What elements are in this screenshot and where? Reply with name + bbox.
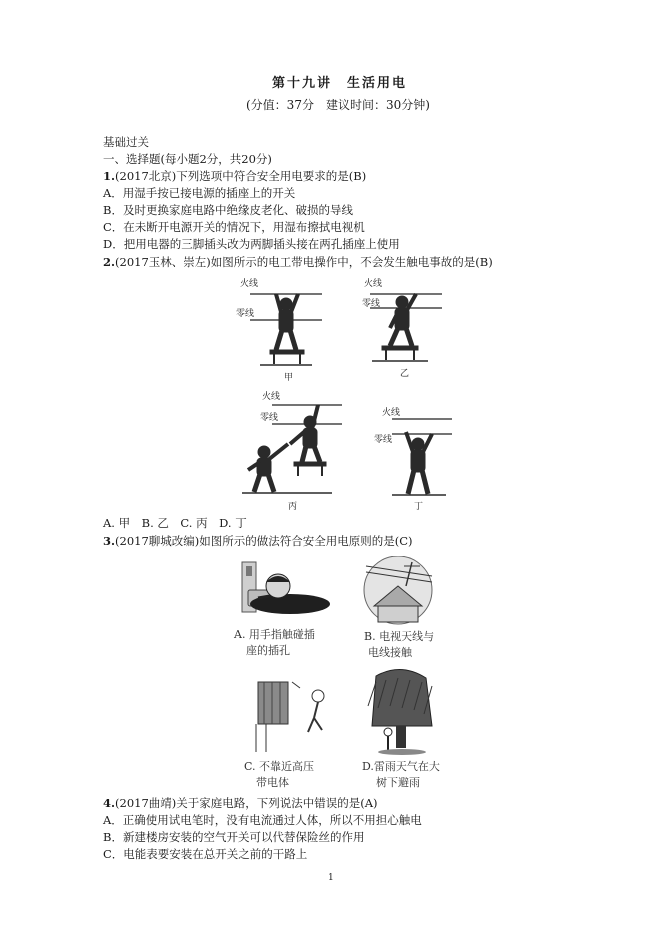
q2-answer-options: A. 甲 B. 乙 C. 丙 D. 丁 [103,516,247,530]
caption-d-line2: 树下避雨 [376,776,420,788]
electrician-figure [232,272,462,512]
question-1-stem [103,168,366,184]
safety-practices-figure [226,556,466,788]
fire-wire-label: 火线 [240,279,259,289]
question-text: (2017聊城改编)如图所示的做法符合安全用电原则的是(C) [115,534,413,548]
question-text: (2017曲靖)关于家庭电路，下列说法中错误的是(A) [115,796,378,810]
zero-wire-label: 零线 [260,413,279,423]
q1-option-c: C．在未断开电源开关的情况下，用湿布擦拭电视机 [103,220,365,234]
caption-b-line2: 电线接触 [368,646,412,659]
question-3-stem [103,533,413,549]
question-number: 2. [103,255,116,269]
caption-c-line1: C. 不靠近高压 [244,760,315,773]
q4-option-c: C．电能表要安装在总开关之前的干路上 [103,847,308,861]
panel-a-socket [242,562,330,614]
caption-a-line1: A. 用手指触碰插 [234,628,315,641]
score-time-info: (分值：37分 建议时间：30分钟) [246,98,430,112]
question-number: 3. [103,534,116,548]
question-number: 4. [103,796,116,810]
fire-wire-label: 火线 [382,408,401,418]
worker-figure-yi [382,294,418,360]
panel-label-jia: 甲 [284,373,294,383]
panel-b-antenna [364,556,432,624]
fire-wire-label: 火线 [262,392,281,402]
question-number: 1. [103,169,116,183]
q4-option-a: A．正确使用试电笔时，没有电流通过人体，所以不用担心触电 [103,813,422,827]
worker-figure-jia [270,294,304,364]
page-number: 1 [328,873,334,883]
caption-a-line2: 座的插孔 [246,644,290,657]
fire-wire-label: 火线 [364,279,383,289]
caption-c-line2: 带电体 [256,776,289,788]
panel-c-high-voltage [256,682,324,752]
panel-label-bing: 丙 [288,502,298,512]
q1-option-a: A．用湿手按已接电源的插座上的开关 [103,186,296,200]
zero-wire-label: 零线 [362,299,381,309]
page-title: 第十九讲 生活用电 [272,76,408,91]
question-text: (2017北京)下列选项中符合安全用电要求的是(B) [115,169,367,183]
question-4-stem [103,795,378,811]
zero-wire-label: 零线 [374,435,393,445]
caption-d-line1: D.雷雨天气在大 [362,760,440,773]
worker-figure-ding [406,432,432,494]
caption-b-line1: B. 电视天线与 [364,630,435,643]
panel-label-yi: 乙 [400,369,410,379]
q1-option-b: B．及时更换家庭电路中绝缘皮老化、破损的导线 [103,203,353,217]
panel-label-ding: 丁 [414,502,424,512]
question-text: (2017玉林、崇左)如图所示的电工带电操作中，不会发生触电事故的是(B) [115,255,493,269]
question-2-stem [103,254,493,270]
zero-wire-label: 零线 [236,309,255,319]
q4-option-b: B．新建楼房安装的空气开关可以代替保险丝的作用 [103,830,365,844]
part-heading: 一、选择题(每小题2分，共20分) [103,152,272,166]
q1-option-d: D．把用电器的三脚插头改为两脚插头接在两孔插座上使用 [103,237,400,251]
section-heading: 基础过关 [103,135,149,149]
panel-d-tree-storm [368,669,432,755]
